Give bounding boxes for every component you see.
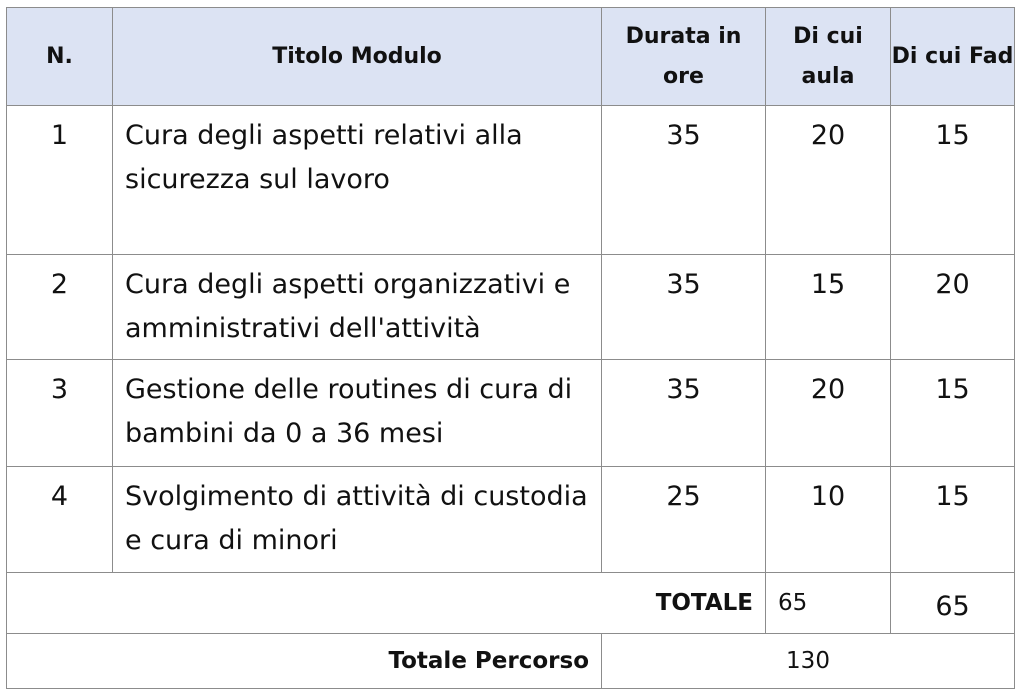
row-num: 4	[7, 467, 113, 573]
table-row	[7, 106, 1015, 255]
row-title: Cura degli aspetti organizzativi e amministrativi dell'attività	[113, 255, 602, 360]
row-num: 3	[7, 360, 113, 467]
header-title: Titolo Modulo	[113, 8, 602, 106]
totale-label: TOTALE	[7, 573, 766, 634]
row-title: Svolgimento di attività di custodia e cura di minori	[113, 467, 602, 573]
table-row	[7, 360, 1015, 467]
header-aula: Di cui aula	[766, 8, 891, 106]
totale-aula: 65	[766, 573, 891, 634]
totale-row	[7, 573, 1015, 634]
header-num: N.	[7, 8, 113, 106]
totale-percorso-label: Totale Percorso	[7, 634, 602, 689]
row-duration: 35	[602, 360, 766, 467]
modules-table	[6, 7, 1015, 689]
row-title: Cura degli aspetti relativi alla sicurezza sul lavoro	[113, 106, 602, 255]
row-aula: 20	[766, 106, 891, 255]
table-row	[7, 255, 1015, 360]
row-fad: 15	[891, 467, 1015, 573]
totale-percorso-value: 130	[602, 634, 1015, 689]
header-fad: Di cui Fad	[891, 8, 1015, 106]
row-aula: 20	[766, 360, 891, 467]
row-aula: 15	[766, 255, 891, 360]
totale-percorso-row	[7, 634, 1015, 689]
row-fad: 15	[891, 360, 1015, 467]
totale-fad: 65	[891, 573, 1015, 634]
row-fad: 20	[891, 255, 1015, 360]
row-duration: 35	[602, 106, 766, 255]
row-duration: 35	[602, 255, 766, 360]
row-duration: 25	[602, 467, 766, 573]
row-title: Gestione delle routines di cura di bambini da 0 a 36 mesi	[113, 360, 602, 467]
row-num: 1	[7, 106, 113, 255]
row-aula: 10	[766, 467, 891, 573]
row-num: 2	[7, 255, 113, 360]
header-duration: Durata in ore	[602, 8, 766, 106]
table-row	[7, 467, 1015, 573]
row-fad: 15	[891, 106, 1015, 255]
header-row	[7, 8, 1015, 106]
